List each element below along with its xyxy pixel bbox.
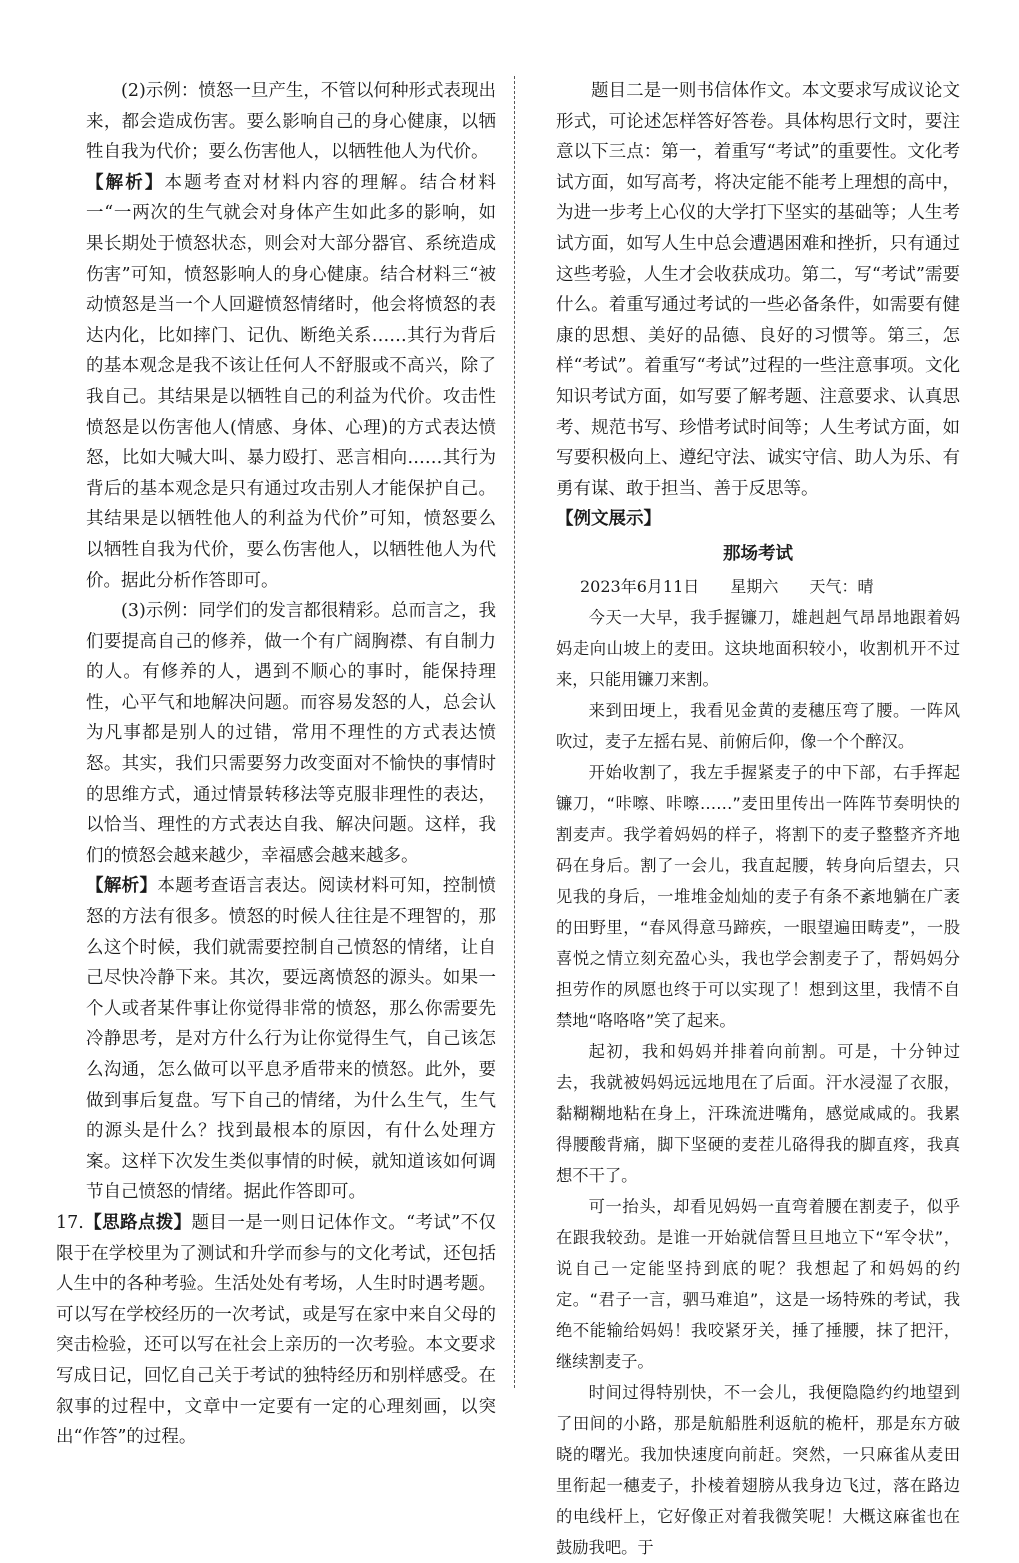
essay-paragraph: 开始收割了，我左手握紧麦子的中下部，右手挥起镰刀，“咔嚓、咔嚓……”麦田里传出一阵阵节奏明快的割麦声。我学着妈妈的样子，将割下的麦子整整齐齐地码在身后。割了一会儿，我直起腰，转身向后望去，只见我的身后，一堆堆金灿灿的麦子有条不紊地躺在广袤的田野里，“春风得意马蹄疾，一眼望遍田畴麦”，一股喜悦之情立刻充盈心头，我也学会割麦子了，帮妈妈分担劳作的夙愿也终于可以实现了！想到这里，我情不自禁地“咯咯咯”笑了起来。 (556, 763, 960, 1031)
essay-title: 那场考试 (723, 543, 793, 564)
column-divider (514, 76, 515, 1388)
question-17 (56, 1208, 496, 1453)
question-17-text: 题目一是一则日记体作文。“考试”不仅限于在学校里为了测试和升学而参与的文化考试，还包括人生中的各种考验。生活处处有考场，人生时时遇考题。可以写在学校经历的一次考试，或是写在家中来自父母的突击检验，还可以写在社会上亲历的一次考验。本文要求写成日记，回忆自己关于考试的独特经历和别样感受。在叙事的过程中，文章中一定要有一定的心理刻画，以突出“作答”的过程。 (56, 1212, 496, 1448)
answer-2-example: (2)示例：愤怒一旦产生，不管以何种形式表现出来，都会造成伤害。要么影响自己的身心健康，以牺牲自我为代价；要么伤害他人，以牺牲他人为代价。 (86, 81, 496, 163)
diary-date-line (556, 572, 960, 603)
thinking-tips-tag: 【思路点拨】 (83, 1212, 192, 1233)
analysis-2 (86, 168, 496, 596)
question-number: 17. (56, 1212, 84, 1233)
right-column (556, 76, 960, 1563)
diary-weather: 天气：晴 (809, 576, 874, 596)
analysis-tag: 【解析】 (86, 172, 165, 193)
essay-body (556, 602, 960, 1563)
analysis-2-text: 本题考查对材料内容的理解。结合材料一“一两次的生气就会对身体产生如此多的影响，如果长期处于愤怒状态，则会对大部分器官、系统造成伤害”可知，愤怒影响人的身心健康。结合材料三“被动愤怒是当一个人回避愤怒情绪时，他会将愤怒的表达内化，比如摔门、记仇、断绝关系……其行为背后的基本观念是我不该让任何人不舒服或不高兴，除了我自己。其结果是以牺牲自己的利益为代价。攻击性愤怒是以伤害他人(情感、身体、心理)的方式表达愤怒，比如大喊大叫、暴力殴打、恶言相向……其行为背后的基本观念是只有通过攻击别人才能保护自己。其结果是以牺牲他人的利益为代价”可知，愤怒要么以牺牲自我为代价，要么伤害他人，以牺牲他人为代价。据此分析作答即可。 (86, 172, 496, 591)
topic-2-guidance: 题目二是一则书信体作文。本文要求写成议论文形式，可论述怎样答好答卷。具体构思行文时，要注意以下三点：第一，着重写“考试”的重要性。文化考试方面，如写高考，将决定能不能考上理想的高中，为进一步考上心仪的大学打下坚实的基础等；人生考试方面，如写人生中总会遭遇困难和挫折，只有通过这些考验，人生才会收获成功。第二，写“考试”需要什么。着重写通过考试的一些必备条件，如需要有健康的思想、美好的品德、良好的习惯等。第三，怎样“考试”。着重写“考试”过程的一些注意事项。文化知识考试方面，如写要了解考题、注意要求、认真思考、规范书写、珍惜考试时间等；人生考试方面，如写要积极向上、遵纪守法、诚实守信、助人为乐、有勇有谋、敢于担当、善于反思等。 (556, 81, 960, 499)
essay-paragraph: 可一抬头，却看见妈妈一直弯着腰在割麦子，似乎在跟我较劲。是谁一开始就信誓旦旦地立下“军令状”，说自己一定能坚持到底的呢？我想起了和妈妈的约定。“君子一言，驷马难追”，这是一场特殊的考试，我绝不能输给妈妈！我咬紧牙关，捶了捶腰，抹了把汗，继续割麦子。 (556, 1197, 960, 1372)
analysis-tag: 【解析】 (86, 876, 158, 897)
example-essay-tag: 【例文展示】 (556, 509, 661, 530)
diary-date: 2023年6月11日 (580, 576, 700, 596)
essay-paragraph: 来到田埂上，我看见金黄的麦穗压弯了腰。一阵风吹过，麦子左摇右晃、前俯后仰，像一个个醉汉。 (556, 701, 960, 752)
answer-3-example: (3)示例：同学们的发言都很精彩。总而言之，我们要提高自己的修养，做一个有广阔胸襟、有自制力的人。有修养的人，遇到不顺心的事时，能保持理性，心平气和地解决问题。而容易发怒的人，总会认为凡事都是别人的过错，常用不理性的方式表达愤怒。其实，我们只需要努力改变面对不愉快的事情时的思维方式，通过情景转移法等克服非理性的表达，以恰当、理性的方式表达自我、解决问题。这样，我们的愤怒会越来越少，幸福感会越来越多。 (86, 601, 496, 866)
essay-paragraph: 今天一大早，我手握镰刀，雄赳赳气昂昂地跟着妈妈走向山坡上的麦田。这块地面积较小，收割机开不过来，只能用镰刀来割。 (556, 608, 960, 690)
analysis-3-text: 本题考查语言表达。阅读材料可知，控制愤怒的方法有很多。愤怒的时候人往往是不理智的，那么这个时候，我们就需要控制自己愤怒的情绪，让自己尽快冷静下来。其次，要远离愤怒的源头。如果一个人或者某件事让你觉得非常的愤怒，那么你需要先冷静思考，是对方什么行为让你觉得生气，自己该怎么沟通，怎么做可以平息矛盾带来的愤怒。此外，要做到事后复盘。写下自己的情绪，为什么生气，生气的源头是什么？找到最根本的原因，有什么处理方案。这样下次发生类似事情的时候，就知道该如何调节自己愤怒的情绪。据此作答即可。 (86, 876, 497, 1203)
analysis-3 (86, 871, 496, 1208)
diary-weekday: 星期六 (730, 576, 779, 596)
essay-paragraph: 起初，我和妈妈并排着向前割。可是，十分钟过去，我就被妈妈远远地甩在了后面。汗水浸湿了衣服，黏糊糊地粘在身上，汗珠流进嘴角，感觉咸咸的。我累得腰酸背痛，脚下坚硬的麦茬儿硌得我的脚直疼，我真想不干了。 (556, 1042, 960, 1186)
essay-paragraph: 时间过得特别快，不一会儿，我便隐隐约约地望到了田间的小路，那是航船胜利返航的桅杆，那是东方破晓的曙光。我加快速度向前赶。突然，一只麻雀从麦田里衔起一穗麦子，扑棱着翅膀从我身边飞过，落在路边的电线杆上，它好像正对着我微笑呢！大概这麻雀也在鼓励我吧。于 (556, 1383, 960, 1558)
left-column (56, 76, 497, 1453)
